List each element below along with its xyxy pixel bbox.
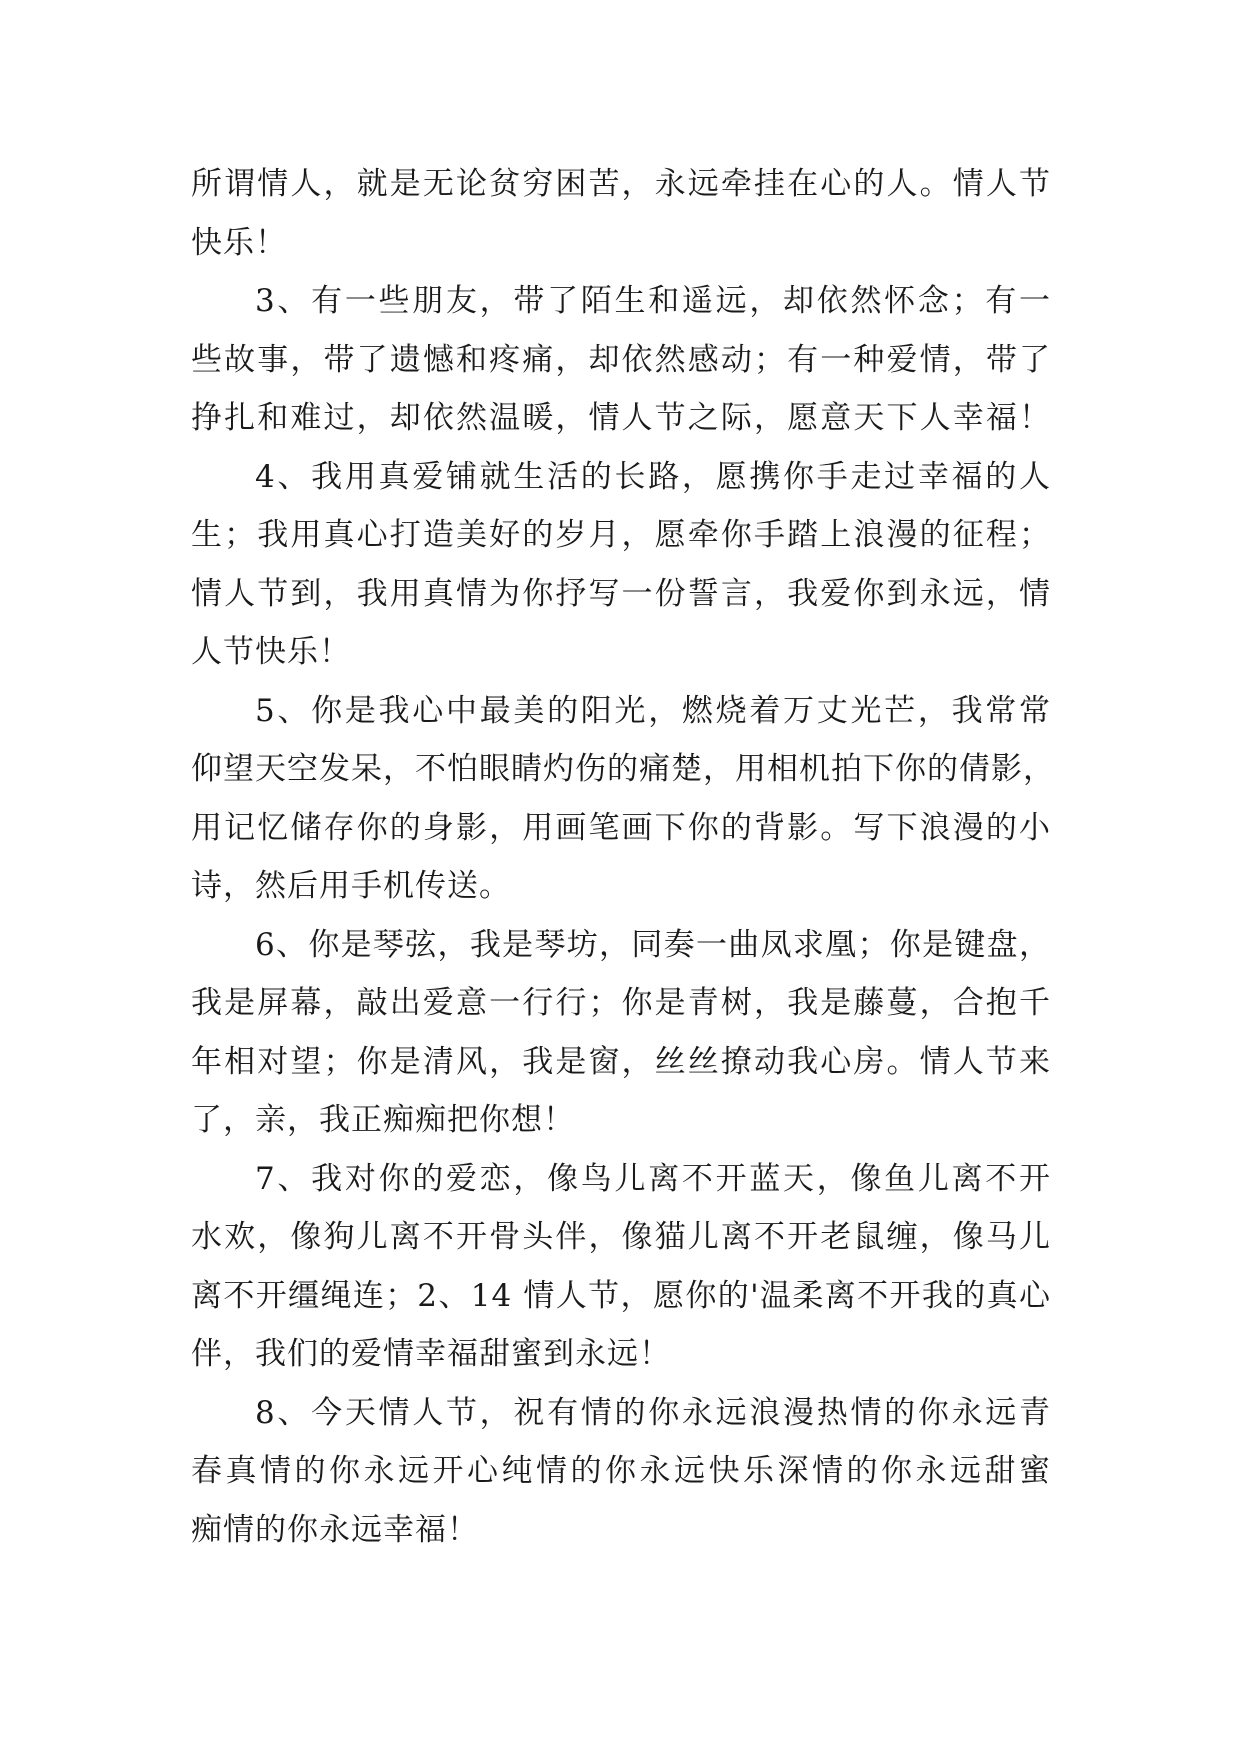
text-line: 挣扎和难过，却依然温暖，情人节之际，愿意天下人幸福！ — [191, 400, 1051, 436]
text-line: 伴，我们的爱情幸福甜蜜到永远！ — [191, 1336, 671, 1372]
paragraph-first-line: 8、今天情人节，祝有情的你永远浪漫热情的你永远青 — [255, 1394, 1051, 1431]
text-line: 用记忆储存你的身影，用画笔画下你的背影。写下浪漫的小 — [191, 809, 1051, 846]
paragraph-first-line: 5、你是我心中最美的阳光，燃烧着万丈光芒，我常常 — [255, 692, 1051, 729]
text-line: 离不开缰绳连；2、14 情人节，愿你的'温柔离不开我的真心 — [191, 1277, 1051, 1314]
text-line: 了，亲，我正痴痴把你想！ — [191, 1102, 575, 1138]
text-line: 春真情的你永远开心纯情的你永远快乐深情的你永远甜蜜 — [191, 1453, 1051, 1489]
text-line: 人节快乐！ — [191, 634, 351, 670]
paragraph-first-line: 4、我用真爱铺就生活的长路，愿携你手走过幸福的人 — [255, 458, 1051, 495]
text-line: 快乐！ — [191, 224, 287, 261]
text-line: 痴情的你永远幸福！ — [191, 1511, 479, 1548]
text-line: 我是屏幕，敲出爱意一行行；你是青树，我是藤蔓，合抱千 — [191, 985, 1051, 1021]
text-line: 些故事，带了遗憾和疼痛，却依然感动；有一种爱情，带了 — [191, 341, 1051, 378]
text-line: 仰望天空发呆，不怕眼睛灼伤的痛楚，用相机拍下你的倩影， — [191, 751, 1055, 787]
text-line: 水欢，像狗儿离不开骨头伴，像猫儿离不开老鼠缠，像马儿 — [191, 1219, 1051, 1255]
text-line: 诗，然后用手机传送。 — [191, 868, 511, 904]
paragraph-first-line: 7、我对你的爱恋，像鸟儿离不开蓝天，像鱼儿离不开 — [255, 1160, 1051, 1197]
text-line: 生；我用真心打造美好的岁月，愿牵你手踏上浪漫的征程； — [191, 517, 1051, 553]
document-body — [191, 155, 1055, 1559]
paragraph-first-line: 6、你是琴弦，我是琴坊，同奏一曲凤求凰；你是键盘， — [255, 926, 1051, 963]
text-line: 年相对望；你是清风，我是窗，丝丝撩动我心房。情人节来 — [191, 1043, 1051, 1080]
text-line: 所谓情人，就是无论贫穷困苦，永远牵挂在心的人。情人节 — [191, 166, 1051, 202]
paragraph-first-line: 3、有一些朋友，带了陌生和遥远，却依然怀念；有一 — [255, 283, 1051, 319]
text-line: 情人节到，我用真情为你抒写一份誓言，我爱你到永远，情 — [191, 575, 1051, 612]
